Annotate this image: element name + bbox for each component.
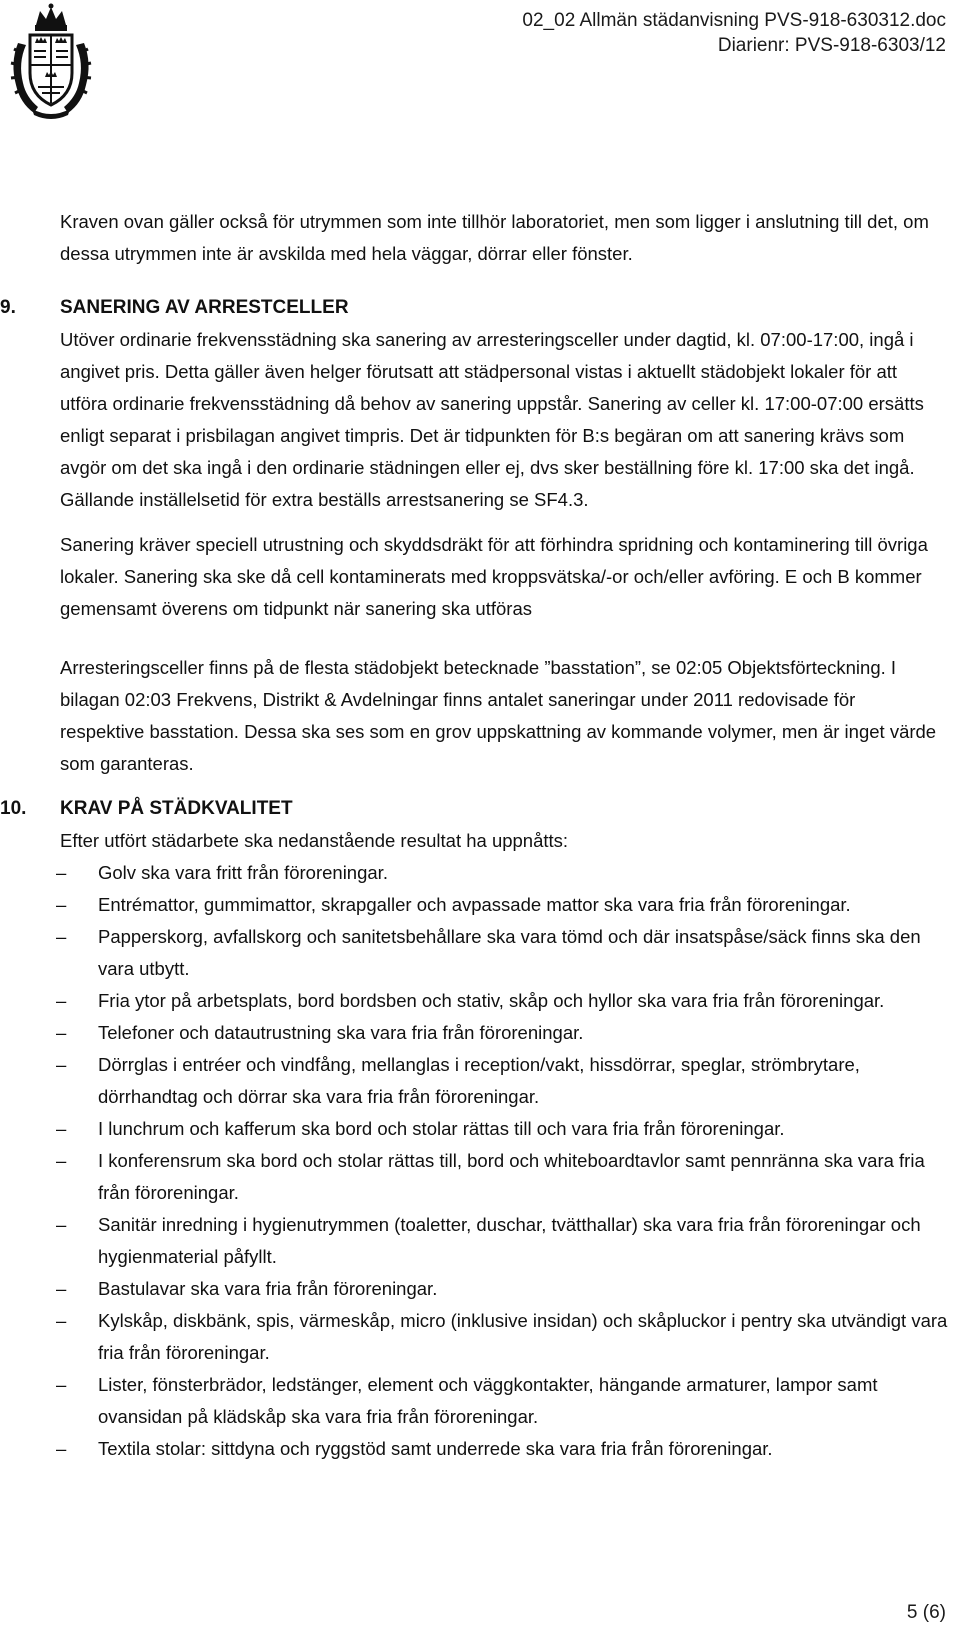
- list-item: [56, 1433, 958, 1465]
- list-item: [56, 985, 958, 1017]
- quality-requirements-list: [0, 857, 958, 1465]
- list-item-text: Papperskorg, avfallskorg och sanitetsbehållare ska vara tömd och där insatspåse/säck finns ska den vara utbytt.: [98, 926, 921, 979]
- list-item: [56, 1049, 958, 1113]
- list-item: [56, 889, 958, 921]
- bullet-dash: –: [56, 1054, 67, 1075]
- list-item: [56, 1145, 958, 1209]
- list-item-text: Fria ytor på arbetsplats, bord bordsben och stativ, skåp och hyllor ska vara fria från föroreningar.: [98, 990, 885, 1011]
- bullet-dash: –: [56, 1374, 67, 1395]
- list-item-text: Textila stolar: sittdyna och ryggstöd samt underrede ska vara fria från föroreningar.: [98, 1438, 773, 1459]
- document-body: [0, 206, 960, 1465]
- bullet-dash: –: [56, 1438, 67, 1459]
- list-item: [56, 1209, 958, 1273]
- list-item-text: I konferensrum ska bord och stolar rättas till, bord och whiteboardtavlor samt pennränna ska vara fria från föroreningar.: [98, 1150, 925, 1203]
- list-item-text: Bastulavar ska vara fria från föroreningar.: [98, 1278, 438, 1299]
- section-9-paragraph-2: Sanering kräver speciell utrustning och skyddsdräkt för att förhindra spridning och kontaminering till övriga lokaler. Sanering ska ske då cell kontaminerats med kroppsvätska/-or och/eller avföring. E och B kommer gemensamt överens om tidpunkt när sanering ska utföras: [60, 534, 928, 619]
- list-item-text: Sanitär inredning i hygienutrymmen (toaletter, duschar, tvätthallar) ska vara fria från föroreningar och hygienmaterial påfyllt.: [98, 1214, 921, 1267]
- bullet-dash: –: [56, 862, 67, 883]
- list-item: [56, 1017, 958, 1049]
- bullet-dash: –: [56, 1150, 67, 1171]
- intro-paragraph: Kraven ovan gäller också för utrymmen som inte tillhör laboratoriet, men som ligger i anslutning till det, om dessa utrymmen inte är avskilda med hela väggar, dörrar eller fönster.: [60, 211, 929, 264]
- bullet-dash: –: [56, 926, 67, 947]
- list-item: [56, 1273, 958, 1305]
- list-item-text: I lunchrum och kafferum ska bord och stolar rättas till och vara fria från föroreningar.: [98, 1118, 785, 1139]
- bullet-dash: –: [56, 1278, 67, 1299]
- list-item-text: Dörrglas i entréer och vindfång, mellanglas i reception/vakt, hissdörrar, speglar, strömbrytare, dörrhandtag och dörrar ska vara fria från föroreningar.: [98, 1054, 860, 1107]
- diarienr: Diarienr: PVS-918-6303/12: [717, 35, 946, 56]
- section-10-title: KRAV PÅ STÄDKVALITET: [60, 798, 293, 819]
- document-filename: 02_02 Allmän städanvisning PVS-918-630312.doc: [522, 10, 946, 31]
- list-item-text: Golv ska vara fritt från föroreningar.: [98, 862, 388, 883]
- bullet-dash: –: [56, 894, 67, 915]
- list-item: [56, 921, 958, 985]
- list-item-text: Telefoner och datautrustning ska vara fria från föroreningar.: [98, 1022, 584, 1043]
- bullet-dash: –: [56, 1118, 67, 1139]
- section-10-heading: [0, 793, 960, 825]
- section-9-paragraph-1: Utöver ordinarie frekvensstädning ska sanering av arresteringsceller under dagtid, kl. 07:00-17:00, ingå i angivet pris. Detta gäller även helger förutsatt att städpersonal vistas i aktuellt städobjekt lokaler för att utföra ordinarie frekvensstädning då behov av sanering uppstår. Sanering av celler kl. 17:00-07:00 ersätts enligt separat i prisbilagan angivet timpris. Det är tidpunkten för B:s begäran om att sanering krävs som avgör om det ska ingå i den ordinarie städningen eller ej, dvs sker beställning före kl. 17:00 ska det ingå. Gällande inställelsetid för extra beställs arrestsanering se SF4.3.: [60, 329, 924, 510]
- bullet-dash: –: [56, 990, 67, 1011]
- section-9-heading: [0, 292, 960, 324]
- list-item-text: Kylskåp, diskbänk, spis, värmeskåp, micro (inklusive insidan) och skåpluckor i pentry ska utvändigt vara fria från föroreningar.: [98, 1310, 948, 1363]
- list-item: [56, 857, 958, 889]
- list-item-text: Lister, fönsterbrädor, ledstänger, element och väggkontakter, hängande armaturer, lampor samt ovansidan på klädskåp ska vara fria från föroreningar.: [98, 1374, 878, 1427]
- document-header: [522, 8, 946, 58]
- list-item: [56, 1369, 958, 1433]
- section-10-intro: Efter utfört städarbete ska nedanstående resultat ha uppnåtts:: [60, 830, 569, 851]
- section-9-title: SANERING AV ARRESTCELLER: [60, 297, 349, 318]
- section-9-paragraph-3: Arresteringsceller finns på de flesta städobjekt betecknade ”basstation”, se 02:05 Objektsförteckning. I bilagan 02:03 Frekvens, Distrikt & Avdelningar finns antalet saneringar under 2011 redovisade för respektive basstation. Dessa ska ses som en grov uppskattning av kommande volymer, men är inget värde som garanteras.: [60, 657, 937, 774]
- coat-of-arms-logo: [8, 3, 94, 121]
- swedish-police-coat-of-arms-icon: [8, 3, 94, 121]
- page-number: 5 (6): [906, 1602, 946, 1623]
- list-item-text: Entrémattor, gummimattor, skrapgaller och avpassade mattor ska vara fria från föroreningar.: [98, 894, 851, 915]
- list-item: [56, 1305, 958, 1369]
- section-9-number: 9.: [0, 297, 16, 318]
- section-10-number: 10.: [0, 798, 27, 819]
- list-item: [56, 1113, 958, 1145]
- bullet-dash: –: [56, 1310, 67, 1331]
- bullet-dash: –: [56, 1214, 67, 1235]
- bullet-dash: –: [56, 1022, 67, 1043]
